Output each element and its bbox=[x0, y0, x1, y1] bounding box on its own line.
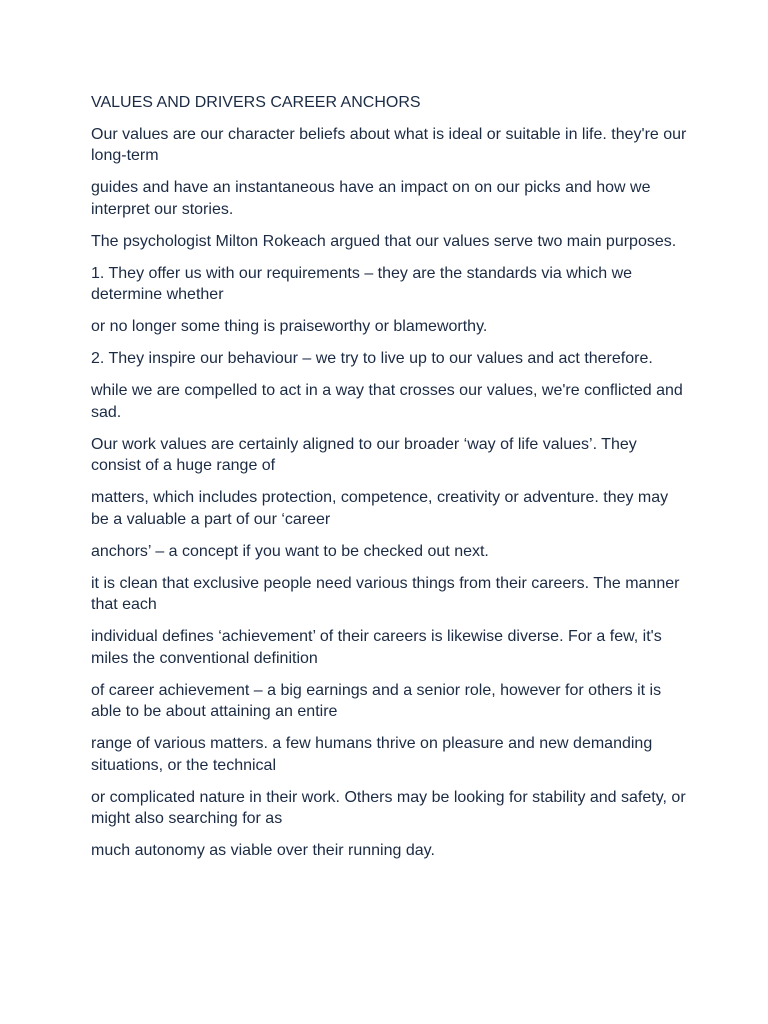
paragraph: anchors’ – a concept if you want to be checked out next. bbox=[91, 542, 489, 560]
paragraph: 1. They offer us with our requirements – they are the standards via which we determine whether bbox=[91, 264, 633, 303]
paragraph: much autonomy as viable over their running day. bbox=[91, 842, 435, 859]
paragraph: Our work values are certainly aligned to our broader ‘way of life values’. They consist of a huge range of bbox=[91, 435, 637, 474]
paragraph: or complicated nature in their work. Others may be looking for stability and safety, or might also searching for as bbox=[91, 788, 686, 827]
paragraph: or no longer some thing is praiseworthy or blameworthy. bbox=[91, 318, 488, 335]
paragraph: range of various matters. a few humans thrive on pleasure and new demanding situations, or the technical bbox=[91, 735, 653, 774]
paragraph: The psychologist Milton Rokeach argued that our values serve two main purposes. bbox=[91, 232, 677, 250]
paragraph: 2. They inspire our behaviour – we try to live up to our values and act therefore. bbox=[91, 350, 653, 367]
paragraph: individual defines ‘achievement’ of their careers is likewise diverse. For a few, it's miles the conventional definition bbox=[91, 628, 662, 667]
document-title: VALUES AND DRIVERS CAREER ANCHORS bbox=[91, 94, 421, 111]
paragraph: Our values are our character beliefs about what is ideal or suitable in life. they're our long-term bbox=[91, 125, 687, 164]
paragraph: of career achievement – a big earnings and a senior role, however for others it is able to be about attaining an entire bbox=[91, 681, 662, 720]
paragraph: guides and have an instantaneous have an impact on on our picks and how we interpret our stories. bbox=[91, 179, 651, 218]
paragraph: while we are compelled to act in a way that crosses our values, we're conflicted and sad. bbox=[91, 382, 683, 421]
paragraph: it is clean that exclusive people need various things from their careers. The manner that each bbox=[91, 574, 680, 613]
paragraph: matters, which includes protection, competence, creativity or adventure. they may be a valuable a part of our ‘career bbox=[91, 489, 669, 528]
